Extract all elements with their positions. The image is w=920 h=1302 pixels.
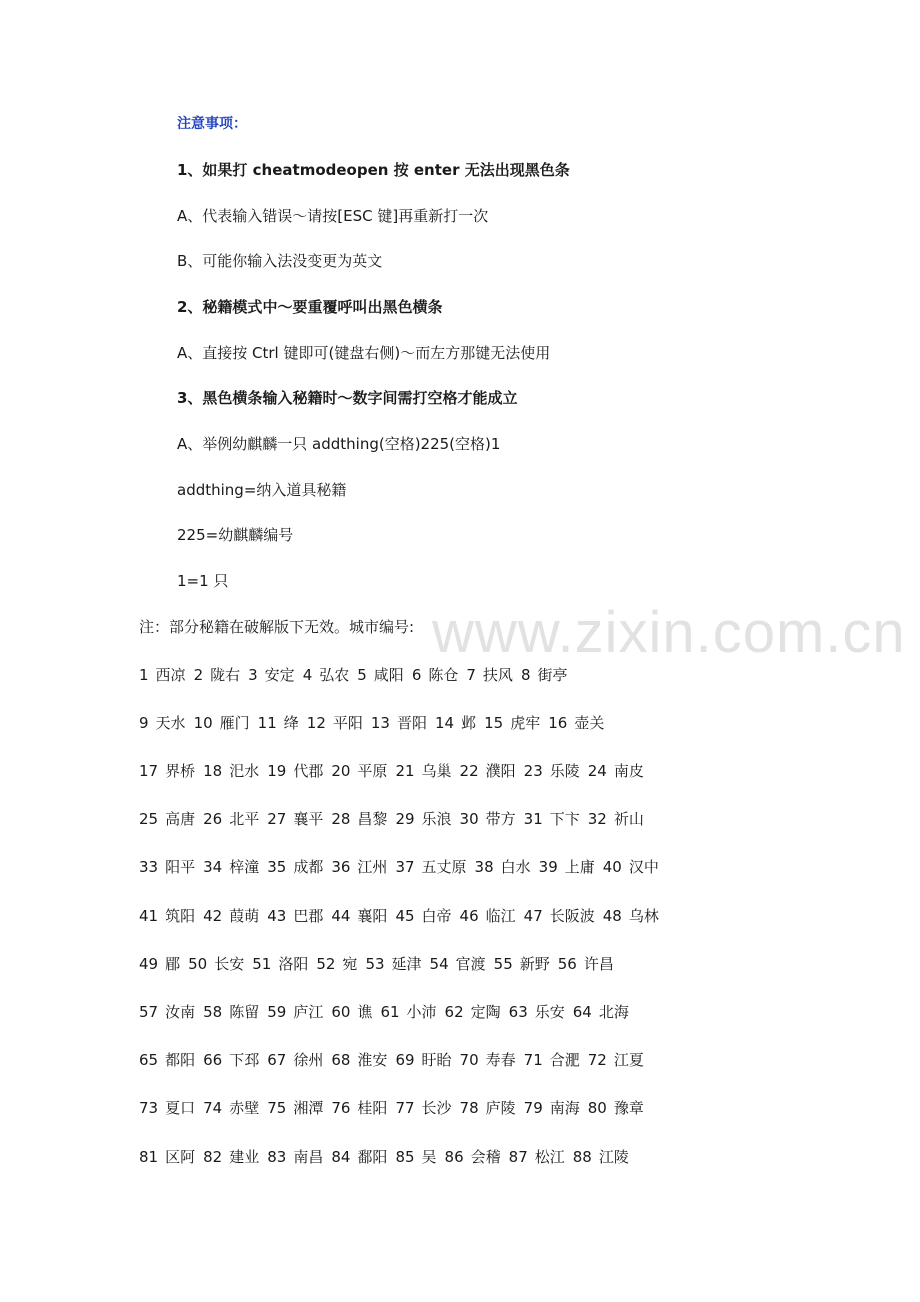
- city-name: 梓潼: [229, 858, 260, 876]
- city-name: 乐浪: [421, 810, 452, 828]
- note-1-a: A、代表输入错误～请按[ESC 键]再重新打一次: [177, 207, 489, 225]
- city-number: 19: [267, 762, 287, 780]
- note-3-line-3: 1=1 只: [177, 572, 229, 590]
- city-number: 35: [267, 858, 287, 876]
- city-name: 晋阳: [396, 714, 427, 732]
- city-number: 82: [203, 1148, 223, 1166]
- city-name: 襄阳: [357, 907, 388, 925]
- city-name: 许昌: [583, 955, 614, 973]
- city-name: 庐陵: [485, 1099, 516, 1117]
- city-name: 官渡: [455, 955, 486, 973]
- city-number: 52: [316, 955, 336, 973]
- city-name: 南皮: [613, 762, 644, 780]
- city-number: 53: [365, 955, 385, 973]
- city-number: 49: [139, 955, 159, 973]
- note-1-title: 1、如果打 cheatmodeopen 按 enter 无法出现黑色条: [177, 161, 570, 179]
- city-number: 29: [395, 810, 415, 828]
- city-number: 39: [538, 858, 558, 876]
- city-number: 34: [203, 858, 223, 876]
- city-number: 30: [459, 810, 479, 828]
- city-number: 64: [572, 1003, 592, 1021]
- city-name: 天水: [155, 714, 186, 732]
- city-name: 桂阳: [357, 1099, 388, 1117]
- city-name: 壶关: [574, 714, 605, 732]
- city-number: 28: [331, 810, 351, 828]
- city-name: 夏口: [165, 1099, 196, 1117]
- city-name: 临江: [485, 907, 516, 925]
- city-number: 43: [267, 907, 287, 925]
- city-number: 85: [395, 1148, 415, 1166]
- city-number: 54: [429, 955, 449, 973]
- city-number: 11: [257, 714, 277, 732]
- city-name: 徐州: [293, 1051, 324, 1069]
- city-number: 70: [459, 1051, 479, 1069]
- city-name: 谯: [357, 1003, 373, 1021]
- city-name: 雁门: [219, 714, 250, 732]
- city-row: [139, 1050, 652, 1070]
- city-name: 昌黎: [357, 810, 388, 828]
- city-number: 58: [203, 1003, 223, 1021]
- notes-heading: 注意事项：: [177, 116, 247, 132]
- city-number: 10: [193, 714, 213, 732]
- city-row: [139, 954, 622, 974]
- city-name: 建业: [229, 1148, 260, 1166]
- city-name: 淮安: [357, 1051, 388, 1069]
- city-name: 襄平: [293, 810, 324, 828]
- city-number: 6: [411, 666, 422, 684]
- city-row: [139, 713, 612, 733]
- city-name: 汜水: [229, 762, 260, 780]
- city-number: 50: [188, 955, 208, 973]
- city-name: 成都: [293, 858, 324, 876]
- city-number: 73: [139, 1099, 159, 1117]
- city-number: 23: [523, 762, 543, 780]
- city-name: 长安: [214, 955, 245, 973]
- city-row: [139, 1147, 637, 1167]
- city-name: 江州: [357, 858, 388, 876]
- city-name: 宛: [342, 955, 358, 973]
- city-number: 36: [331, 858, 351, 876]
- city-name: 乌巢: [421, 762, 452, 780]
- city-number: 74: [203, 1099, 223, 1117]
- city-name: 乌林: [628, 907, 659, 925]
- city-number: 27: [267, 810, 287, 828]
- city-name: 咸阳: [373, 666, 404, 684]
- city-name: 庐江: [293, 1003, 324, 1021]
- city-name: 下卞: [549, 810, 580, 828]
- city-name: 盱眙: [421, 1051, 452, 1069]
- city-name: 新野: [519, 955, 550, 973]
- city-number: 84: [331, 1148, 351, 1166]
- footnote: 注：部分秘籍在破解版下无效。城市编号:: [139, 618, 415, 636]
- city-number: 72: [587, 1051, 607, 1069]
- city-name: 濮阳: [485, 762, 516, 780]
- city-number: 86: [444, 1148, 464, 1166]
- city-number: 26: [203, 810, 223, 828]
- city-number: 55: [493, 955, 513, 973]
- city-number: 57: [139, 1003, 159, 1021]
- city-name: 南昌: [293, 1148, 324, 1166]
- city-row: [139, 1002, 637, 1022]
- city-name: 区阿: [165, 1148, 196, 1166]
- city-number: 16: [548, 714, 568, 732]
- city-name: 五丈原: [421, 858, 467, 876]
- city-number: 56: [557, 955, 577, 973]
- city-number: 38: [474, 858, 494, 876]
- city-number: 5: [357, 666, 367, 684]
- city-number: 80: [587, 1099, 607, 1117]
- city-number: 59: [267, 1003, 287, 1021]
- note-1-b: B、可能你输入法没变更为英文: [177, 252, 383, 270]
- city-row: [139, 665, 576, 685]
- city-row: [139, 809, 652, 829]
- city-name: 上庸: [564, 858, 595, 876]
- city-number: 22: [459, 762, 479, 780]
- city-name: 汉中: [628, 858, 659, 876]
- city-number: 75: [267, 1099, 287, 1117]
- city-name: 会稽: [470, 1148, 501, 1166]
- city-name: 乐陵: [549, 762, 580, 780]
- city-number: 61: [380, 1003, 400, 1021]
- city-number: 66: [203, 1051, 223, 1069]
- city-number: 17: [139, 762, 159, 780]
- city-name: 豫章: [613, 1099, 644, 1117]
- city-number: 14: [435, 714, 455, 732]
- city-name: 下邳: [229, 1051, 260, 1069]
- city-name: 赤壁: [229, 1099, 260, 1117]
- city-number: 7: [466, 666, 476, 684]
- city-number: 65: [139, 1051, 159, 1069]
- city-name: 平阳: [332, 714, 363, 732]
- city-name: 寿春: [485, 1051, 516, 1069]
- city-name: 安定: [264, 666, 295, 684]
- city-number: 76: [331, 1099, 351, 1117]
- city-number: 40: [602, 858, 622, 876]
- city-number: 24: [587, 762, 607, 780]
- city-name: 北海: [598, 1003, 629, 1021]
- city-name: 筑阳: [165, 907, 196, 925]
- city-number: 37: [395, 858, 415, 876]
- city-number: 69: [395, 1051, 415, 1069]
- city-row: [139, 857, 667, 877]
- city-number: 77: [395, 1099, 415, 1117]
- city-name: 北平: [229, 810, 260, 828]
- city-name: 吴: [421, 1148, 437, 1166]
- city-number: 79: [523, 1099, 543, 1117]
- city-number: 32: [587, 810, 607, 828]
- city-name: 巴郡: [293, 907, 324, 925]
- city-number: 88: [572, 1148, 592, 1166]
- city-name: 绛: [283, 714, 299, 732]
- city-name: 高唐: [165, 810, 196, 828]
- city-number: 13: [370, 714, 390, 732]
- note-2-a: A、直接按 Ctrl 键即可(键盘右侧)～而左方那键无法使用: [177, 344, 551, 362]
- city-number: 87: [508, 1148, 528, 1166]
- city-name: 阳平: [165, 858, 196, 876]
- city-name: 洛阳: [278, 955, 309, 973]
- city-name: 扶风: [482, 666, 513, 684]
- watermark-text: www.zixin.com.cn: [432, 600, 906, 665]
- city-number: 31: [523, 810, 543, 828]
- city-number: 45: [395, 907, 415, 925]
- city-name: 陈留: [229, 1003, 260, 1021]
- city-number: 33: [139, 858, 159, 876]
- city-name: 都阳: [165, 1051, 196, 1069]
- city-number: 68: [331, 1051, 351, 1069]
- city-number: 41: [139, 907, 159, 925]
- city-name: 江陵: [598, 1148, 629, 1166]
- city-name: 陈仓: [428, 666, 459, 684]
- city-number: 62: [444, 1003, 464, 1021]
- city-name: 鄱阳: [357, 1148, 388, 1166]
- city-name: 邺: [461, 714, 477, 732]
- city-name: 葭萌: [229, 907, 260, 925]
- city-name: 白帝: [421, 907, 452, 925]
- city-number: 47: [523, 907, 543, 925]
- note-3-title: 3、黑色横条输入秘籍时～数字间需打空格才能成立: [177, 389, 518, 407]
- city-name: 郿: [165, 955, 181, 973]
- city-number: 71: [523, 1051, 543, 1069]
- city-number: 1: [139, 666, 149, 684]
- city-number: 51: [252, 955, 272, 973]
- city-number: 2: [193, 666, 204, 684]
- city-name: 定陶: [470, 1003, 501, 1021]
- city-name: 小沛: [406, 1003, 437, 1021]
- city-number: 25: [139, 810, 159, 828]
- city-number: 81: [139, 1148, 159, 1166]
- city-name: 界桥: [165, 762, 196, 780]
- city-name: 弘农: [319, 666, 350, 684]
- city-name: 合淝: [549, 1051, 580, 1069]
- city-name: 长阪波: [549, 907, 595, 925]
- city-number: 12: [306, 714, 326, 732]
- note-3-a: A、举例幼麒麟一只 addthing(空格)225(空格)1: [177, 435, 501, 453]
- note-2-title: 2、秘籍模式中～要重覆呼叫出黑色横条: [177, 298, 443, 316]
- city-number: 8: [520, 666, 531, 684]
- city-name: 西凉: [155, 666, 186, 684]
- city-name: 松江: [534, 1148, 565, 1166]
- city-name: 南海: [549, 1099, 580, 1117]
- city-name: 陇右: [210, 666, 241, 684]
- city-row: [139, 1098, 652, 1118]
- city-name: 街亭: [537, 666, 568, 684]
- city-name: 长沙: [421, 1099, 452, 1117]
- city-name: 乐安: [534, 1003, 565, 1021]
- city-name: 江夏: [613, 1051, 644, 1069]
- note-3-line-1: addthing=纳入道具秘籍: [177, 481, 347, 499]
- city-name: 平原: [357, 762, 388, 780]
- city-row: [139, 906, 667, 926]
- city-number: 78: [459, 1099, 479, 1117]
- city-number: 4: [302, 666, 313, 684]
- city-number: 3: [248, 666, 258, 684]
- note-3-line-2: 225=幼麒麟编号: [177, 526, 294, 544]
- city-number: 15: [484, 714, 504, 732]
- city-number: 21: [395, 762, 415, 780]
- city-number: 48: [602, 907, 622, 925]
- city-name: 汝南: [165, 1003, 196, 1021]
- city-number: 46: [459, 907, 479, 925]
- city-number: 60: [331, 1003, 351, 1021]
- city-number: 44: [331, 907, 351, 925]
- city-name: 湘潭: [293, 1099, 324, 1117]
- city-number: 63: [508, 1003, 528, 1021]
- city-row: [139, 761, 652, 781]
- city-name: 白水: [500, 858, 531, 876]
- city-number: 20: [331, 762, 351, 780]
- city-name: 带方: [485, 810, 516, 828]
- city-name: 祈山: [613, 810, 644, 828]
- city-number: 83: [267, 1148, 287, 1166]
- city-number: 9: [139, 714, 149, 732]
- city-name: 虎牢: [510, 714, 541, 732]
- city-number: 67: [267, 1051, 287, 1069]
- city-number: 42: [203, 907, 223, 925]
- city-name: 代郡: [293, 762, 324, 780]
- city-number: 18: [203, 762, 223, 780]
- city-name: 延津: [391, 955, 422, 973]
